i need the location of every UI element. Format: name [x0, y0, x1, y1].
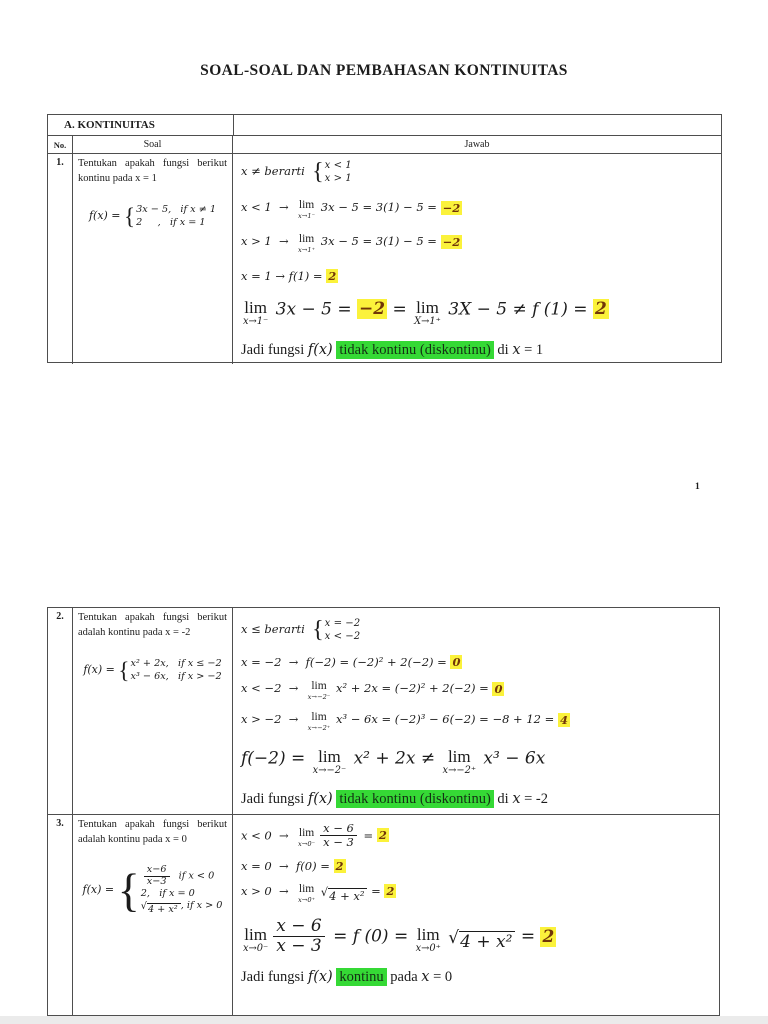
brace-icon: {: [312, 157, 324, 185]
limit-subscript: x→1⁻: [243, 315, 269, 327]
limit-expression: [298, 828, 315, 847]
answer-line: [241, 655, 711, 669]
math-italic: = f (0) =: [327, 926, 414, 947]
cases-row: [325, 159, 352, 172]
math-italic: 2 , if x = 1: [136, 216, 206, 228]
cases-row: [141, 900, 223, 916]
math-italic: x³ − 6x, if x > −2: [130, 670, 222, 682]
limit-subscript: x→−2⁻: [307, 692, 331, 701]
limit-label: lim: [244, 925, 267, 945]
table-row-problem-1: [48, 154, 721, 364]
piecewise-cases: [118, 865, 223, 916]
question-text: Tentukan apakah fungsi berikut adalah kontinu pada x = -2: [78, 612, 227, 638]
sqrt-body: 4 + x²: [147, 903, 181, 917]
highlight-yellow: 2: [378, 828, 387, 843]
math-italic: x < 0 →: [241, 828, 297, 843]
highlight-yellow: 2: [542, 926, 555, 947]
limit-label: lim: [298, 199, 315, 212]
fraction-denominator: x−3: [146, 876, 167, 888]
fraction-numerator: x−6: [144, 865, 170, 877]
math-italic: , if x > 0: [180, 900, 223, 912]
limit-label: lim: [416, 925, 440, 945]
question-text: Tentukan apakah fungsi berikut kontinu pada x = 1: [78, 158, 227, 184]
answer-cell: [233, 154, 721, 364]
math-text: di: [493, 790, 513, 807]
cases-rows: [130, 658, 221, 683]
limit-subscript: x→0⁺: [298, 895, 316, 904]
fraction: [144, 865, 170, 887]
answer-line: [241, 791, 711, 808]
fraction-denominator: x − 3: [276, 936, 322, 957]
function-definition: [78, 658, 227, 683]
limit-label: lim: [318, 746, 341, 766]
math-italic: x: [512, 790, 521, 807]
cases-rows: [141, 865, 223, 916]
limit-expression: [298, 200, 315, 219]
answer-line: [241, 299, 713, 327]
cases-row: [141, 865, 223, 887]
math-italic: x² + 2x, if x ≤ −2: [130, 658, 222, 670]
limit-subscript: x→1⁻: [298, 211, 316, 220]
limit-label: lim: [298, 233, 315, 246]
piecewise-cases: [312, 617, 360, 643]
question-cell: [73, 608, 233, 814]
math-italic: x³ − 6x: [478, 748, 546, 769]
question-text: Tentukan apakah fungsi berikut adalah kontinu pada x = 0: [78, 819, 227, 845]
answer-line: [241, 748, 711, 776]
piecewise-cases: [124, 204, 216, 229]
math-italic: 3x − 5 =: [270, 299, 357, 320]
fraction: [320, 822, 357, 848]
sqrt-expression: [140, 900, 181, 917]
question-cell: [73, 154, 233, 364]
table-row-problem-2: [48, 608, 719, 815]
limit-label: lim: [298, 883, 315, 896]
limit-subscript: x→0⁻: [298, 839, 316, 848]
math-italic: x < −2: [324, 631, 361, 643]
brace-icon: {: [312, 615, 324, 643]
answer-line: [241, 822, 711, 848]
highlight-yellow: 0: [494, 681, 503, 696]
answer-line: [241, 884, 711, 903]
math-text: Jadi fungsi: [241, 790, 308, 807]
problem-number: 2.: [48, 608, 73, 814]
brace-icon: {: [124, 203, 136, 230]
column-header-jawab: Jawab: [464, 139, 490, 150]
cases-rows: [136, 204, 216, 229]
math-italic: x < 1: [324, 160, 352, 171]
page-edge: [0, 1016, 768, 1024]
math-italic: x < −2 →: [241, 681, 306, 696]
math-italic: x > 0 →: [241, 884, 297, 899]
column-header-no: No.: [48, 136, 73, 153]
fraction-numerator: x − 6: [320, 822, 357, 836]
problem-number: 1.: [48, 154, 73, 364]
math-italic: 3x − 5 = 3(1) − 5 =: [317, 234, 441, 249]
highlight-yellow: −2: [442, 234, 461, 249]
answer-line: [241, 712, 711, 731]
highlight-yellow: 2: [386, 884, 395, 899]
limit-label: lim: [311, 711, 327, 724]
cases-row: [136, 217, 216, 230]
limit-expression: [298, 234, 315, 253]
highlight-green: tidak kontinu (diskontinu): [336, 341, 493, 359]
limit-expression: [443, 748, 477, 776]
math-text: = -2: [520, 790, 549, 807]
highlight-green: tidak kontinu (diskontinu): [336, 790, 493, 808]
math-italic: if x < 0: [172, 870, 215, 882]
math-italic: x = 1 → f(1) =: [241, 268, 327, 283]
table-row-problem-3: [48, 815, 719, 1015]
fraction-denominator: x − 3: [323, 834, 354, 849]
math-italic: x: [421, 968, 430, 985]
math-italic: x = 0 → f(0) =: [241, 859, 334, 874]
problems-table-page1: [47, 114, 722, 363]
highlight-yellow: 2: [335, 859, 344, 874]
sqrt-body: 4 + x²: [328, 888, 367, 903]
math-italic: 3x − 5, if x ≠ 1: [136, 204, 217, 216]
highlight-yellow: 2: [328, 268, 337, 283]
math-italic: x > 1: [324, 173, 352, 185]
math-italic: f(x) =: [82, 883, 118, 897]
math-text: = 1: [520, 341, 544, 358]
piecewise-cases: [312, 159, 352, 185]
limit-expression: [414, 299, 441, 327]
math-text: pada: [386, 968, 422, 985]
radical-icon: √: [448, 928, 460, 949]
answer-line: [241, 200, 713, 219]
column-header-row: [48, 136, 721, 154]
math-italic: f(x): [307, 968, 333, 985]
math-italic: x < 1 →: [241, 200, 297, 215]
math-italic: 2, if x = 0: [140, 887, 195, 899]
problem-number: 3.: [48, 815, 73, 1015]
cases-row: [325, 172, 352, 185]
math-text: Jadi fungsi: [241, 968, 308, 985]
highlight-yellow: 4: [559, 712, 568, 727]
section-header-cell: [48, 115, 234, 135]
limit-subscript: x→−2⁻: [312, 764, 347, 776]
column-header-soal: Soal: [73, 136, 233, 153]
answer-line: [241, 681, 711, 700]
cases-row: [325, 630, 361, 643]
math-italic: =: [387, 299, 413, 320]
answer-cell: [233, 608, 719, 814]
page-title: SOAL-SOAL DAN PEMBAHASAN KONTINUITAS: [200, 62, 568, 79]
math-italic: f(x): [307, 341, 333, 358]
math-italic: f(x) =: [83, 663, 119, 677]
sqrt-expression: [320, 885, 368, 904]
sqrt-expression: [448, 928, 515, 953]
math-text: Jadi fungsi: [241, 341, 308, 358]
math-italic: 3X − 5 ≠ f (1) =: [442, 299, 593, 320]
answer-line: [241, 269, 713, 283]
cases-rows: [325, 617, 361, 643]
answer-line: [241, 342, 713, 359]
limit-expression: [243, 299, 268, 327]
answer-line: [241, 969, 711, 986]
limit-label: lim: [447, 746, 471, 766]
math-italic: =: [359, 828, 377, 843]
brace-icon: {: [118, 657, 130, 684]
math-italic: x ≠ berarti: [241, 163, 313, 178]
limit-subscript: X→1⁺: [414, 315, 441, 327]
highlight-yellow: −2: [359, 299, 386, 320]
math-italic: x: [512, 341, 521, 358]
radical-icon: √: [320, 885, 329, 900]
cases-row: [130, 658, 221, 671]
question-cell: [73, 815, 233, 1015]
limit-subscript: x→0⁺: [415, 943, 441, 955]
function-definition: [78, 204, 227, 229]
math-text: di: [493, 341, 513, 358]
math-italic: x = −2: [324, 618, 361, 629]
limit-subscript: x→−2⁺: [307, 723, 331, 732]
limit-subscript: x→1⁺: [298, 245, 316, 254]
math-italic: x = −2 → f(−2) = (−2)² + 2(−2) =: [241, 655, 451, 670]
cases-row: [136, 204, 216, 217]
answer-line: [241, 234, 713, 253]
problems-table-page2: [47, 607, 720, 1016]
limit-expression: [308, 681, 331, 700]
limit-label: lim: [244, 297, 267, 317]
limit-label: lim: [298, 827, 315, 840]
limit-expression: [298, 884, 315, 903]
answer-line: [241, 917, 711, 955]
math-text: = 0: [429, 968, 453, 985]
page-number: 1: [695, 482, 700, 492]
limit-expression: [308, 712, 331, 731]
empty-cell: [234, 115, 721, 135]
math-italic: f(x): [307, 790, 333, 807]
fraction: [273, 917, 324, 955]
answer-cell: [233, 815, 719, 1015]
math-italic: 3x − 5 = 3(1) − 5 =: [317, 200, 441, 215]
math-italic: =: [367, 884, 385, 899]
cases-row: [141, 888, 223, 901]
radical-icon: √: [140, 900, 147, 912]
math-italic: =: [515, 926, 541, 947]
cases-row: [325, 617, 361, 630]
limit-label: lim: [416, 297, 439, 317]
brace-icon: {: [117, 865, 140, 917]
math-italic: f(x) =: [88, 209, 125, 223]
piecewise-cases: [118, 658, 221, 683]
cases-row: [130, 671, 221, 684]
answer-line: [241, 859, 711, 873]
math-italic: x > −2 →: [241, 712, 306, 727]
math-italic: f(−2) =: [241, 748, 311, 769]
answer-line: [241, 159, 713, 185]
section-header: A. KONTINUITAS: [64, 119, 155, 131]
section-row: [48, 115, 721, 136]
limit-subscript: x→0⁻: [243, 943, 269, 955]
math-italic: x > 1 →: [241, 234, 297, 249]
highlight-yellow: 0: [452, 655, 461, 670]
limit-expression: [313, 748, 347, 776]
answer-line: [241, 617, 711, 643]
cases-rows: [325, 159, 352, 185]
math-italic: x³ − 6x = (−2)³ − 6(−2) = −8 + 12 =: [332, 712, 558, 727]
highlight-green: kontinu: [336, 968, 386, 986]
highlight-yellow: −2: [442, 200, 461, 215]
highlight-yellow: 2: [594, 299, 607, 320]
math-italic: x ≤ berarti: [241, 621, 313, 636]
limit-expression: [243, 926, 268, 954]
limit-expression: [416, 926, 441, 954]
limit-label: lim: [311, 680, 327, 693]
math-italic: x² + 2x = (−2)² + 2(−2) =: [332, 681, 493, 696]
limit-subscript: x→−2⁺: [442, 764, 477, 776]
sqrt-body: 4 + x²: [459, 931, 515, 952]
function-definition: [78, 865, 227, 916]
math-italic: x² + 2x ≠: [348, 748, 441, 769]
fraction-numerator: x − 6: [273, 917, 324, 937]
